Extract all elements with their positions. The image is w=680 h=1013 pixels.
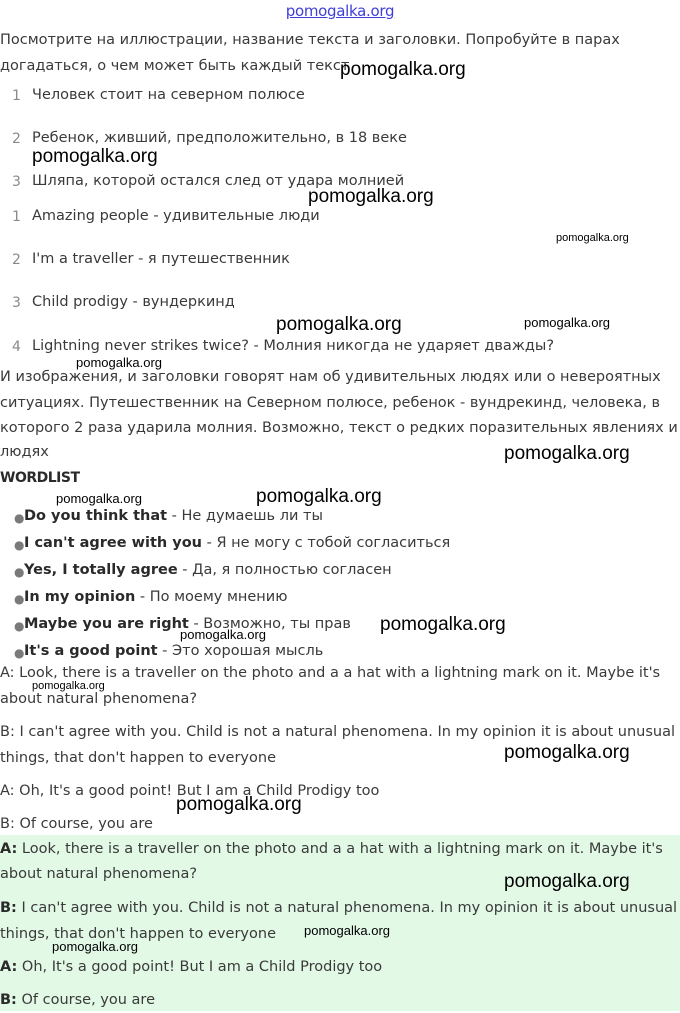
- phrase-ru: - Это хорошая мысль: [157, 643, 324, 659]
- wordlist-item: [24, 643, 323, 659]
- watermark: pomogalka.org: [340, 59, 466, 80]
- watermark: pomogalka.org: [180, 627, 266, 642]
- watermark: pomogalka.org: [556, 232, 629, 244]
- speaker-label: B:: [0, 900, 17, 916]
- list-item: Child prodigy - вундеркинд: [32, 294, 235, 310]
- dialog-line-highlighted: things, that don't happen to everyone: [0, 926, 276, 942]
- watermark: pomogalka.org: [56, 491, 142, 506]
- wordlist-heading: WORDLIST: [0, 470, 80, 486]
- dialog-text: Of course, you are: [16, 992, 155, 1008]
- dialog-line-highlighted: about natural phenomena?: [0, 866, 198, 882]
- watermark: pomogalka.org: [304, 923, 390, 938]
- list-number: 1: [12, 209, 21, 225]
- watermark: pomogalka.org: [308, 186, 434, 207]
- watermark: pomogalka.org: [32, 680, 105, 692]
- phrase-en: It's a good point: [24, 643, 158, 659]
- dialog-line-highlighted: [0, 954, 382, 980]
- list-number: 3: [12, 174, 21, 190]
- paragraph-line: людях: [0, 444, 49, 460]
- speaker-label: B:: [0, 992, 17, 1008]
- top-watermark-link[interactable]: pomogalka.org: [285, 2, 395, 20]
- bullet-icon: ●: [14, 646, 25, 660]
- dialog-line: A: Oh, It's a good point! But I am a Child Prodigy too: [0, 783, 380, 799]
- list-item: Lightning never strikes twice? - Молния никогда не ударяет дважды?: [32, 338, 555, 354]
- list-number: 2: [12, 252, 21, 268]
- watermark: pomogalka.org: [276, 314, 402, 335]
- speaker-label: A:: [0, 959, 18, 975]
- paragraph-line: которого 2 раза ударила молния. Возможно, текст о редких поразительных явлениях и: [0, 420, 678, 436]
- list-number: 2: [12, 131, 21, 147]
- intro-line-1: Посмотрите на иллюстрации, название текста и заголовки. Попробуйте в парах: [0, 32, 620, 48]
- dialog-line: about natural phenomena?: [0, 691, 198, 707]
- bullet-icon: ●: [14, 592, 25, 606]
- phrase-ru: - Да, я полностью согласен: [177, 562, 392, 578]
- phrase-en: Maybe you are right: [24, 616, 189, 632]
- phrase-en: Do you think that: [24, 508, 168, 524]
- bullet-icon: ●: [14, 565, 25, 579]
- dialog-text: I can't agree with you. Child is not a natural phenomena. In my opinion it is about unusual: [16, 900, 678, 916]
- bullet-icon: ●: [14, 511, 25, 525]
- list-item: Ребенок, живший, предположительно, в 18 веке: [32, 130, 407, 146]
- watermark: pomogalka.org: [32, 146, 158, 167]
- dialog-line-highlighted: [0, 836, 663, 862]
- dialog-line: A: Look, there is a traveller on the photo and a a hat with a lightning mark on it. Maybe it's: [0, 665, 661, 681]
- list-item: Человек стоит на северном полюсе: [32, 87, 305, 103]
- wordlist-item: [24, 589, 287, 605]
- phrase-ru: - Возможно, ты прав: [188, 616, 351, 632]
- wordlist-item: [24, 562, 392, 578]
- phrase-ru: - Я не могу с тобой согласиться: [202, 535, 451, 551]
- wordlist-item: [24, 508, 323, 524]
- watermark: pomogalka.org: [76, 355, 162, 370]
- dialog-line-highlighted: [0, 987, 155, 1013]
- paragraph-line: ситуациях. Путешественник на Северном полюсе, ребенок - вундрекинд, человека, в: [0, 395, 661, 411]
- intro-line-2: догадаться, о чем может быть каждый текст: [0, 58, 350, 74]
- dialog-line-highlighted: [0, 895, 677, 921]
- paragraph-line: И изображения, и заголовки говорят нам об удивительных людях или о невероятных: [0, 369, 661, 385]
- watermark: pomogalka.org: [52, 939, 138, 954]
- phrase-ru: - По моему мнению: [135, 589, 288, 605]
- dialog-text: Look, there is a traveller on the photo and a a hat with a lightning mark on it. Maybe it's: [17, 841, 663, 857]
- watermark: pomogalka.org: [176, 794, 302, 815]
- phrase-ru: - Не думаешь ли ты: [167, 508, 323, 524]
- list-number: 3: [12, 295, 21, 311]
- watermark: pomogalka.org: [504, 871, 630, 892]
- bullet-icon: ●: [14, 619, 25, 633]
- watermark: pomogalka.org: [256, 486, 382, 507]
- dialog-line: B: Of course, you are: [0, 816, 153, 832]
- list-item: Шляпа, которой остался след от удара молнией: [32, 173, 405, 189]
- watermark: pomogalka.org: [524, 315, 610, 330]
- list-item: I'm a traveller - я путешественник: [32, 251, 290, 267]
- watermark: pomogalka.org: [504, 443, 630, 464]
- list-item: Amazing people - удивительные люди: [32, 208, 320, 224]
- phrase-en: Yes, I totally agree: [24, 562, 178, 578]
- wordlist-item: [24, 535, 450, 551]
- list-number: 4: [12, 339, 21, 355]
- watermark: pomogalka.org: [380, 614, 506, 635]
- watermark: pomogalka.org: [504, 742, 630, 763]
- bullet-icon: ●: [14, 538, 25, 552]
- list-number: 1: [12, 88, 21, 104]
- dialog-text: Oh, It's a good point! But I am a Child Prodigy too: [17, 959, 383, 975]
- dialog-line: B: I can't agree with you. Child is not a natural phenomena. In my opinion it is about unusual: [0, 724, 676, 740]
- phrase-en: I can't agree with you: [24, 535, 203, 551]
- speaker-label: A:: [0, 841, 18, 857]
- dialog-line: things, that don't happen to everyone: [0, 750, 276, 766]
- phrase-en: In my opinion: [24, 589, 136, 605]
